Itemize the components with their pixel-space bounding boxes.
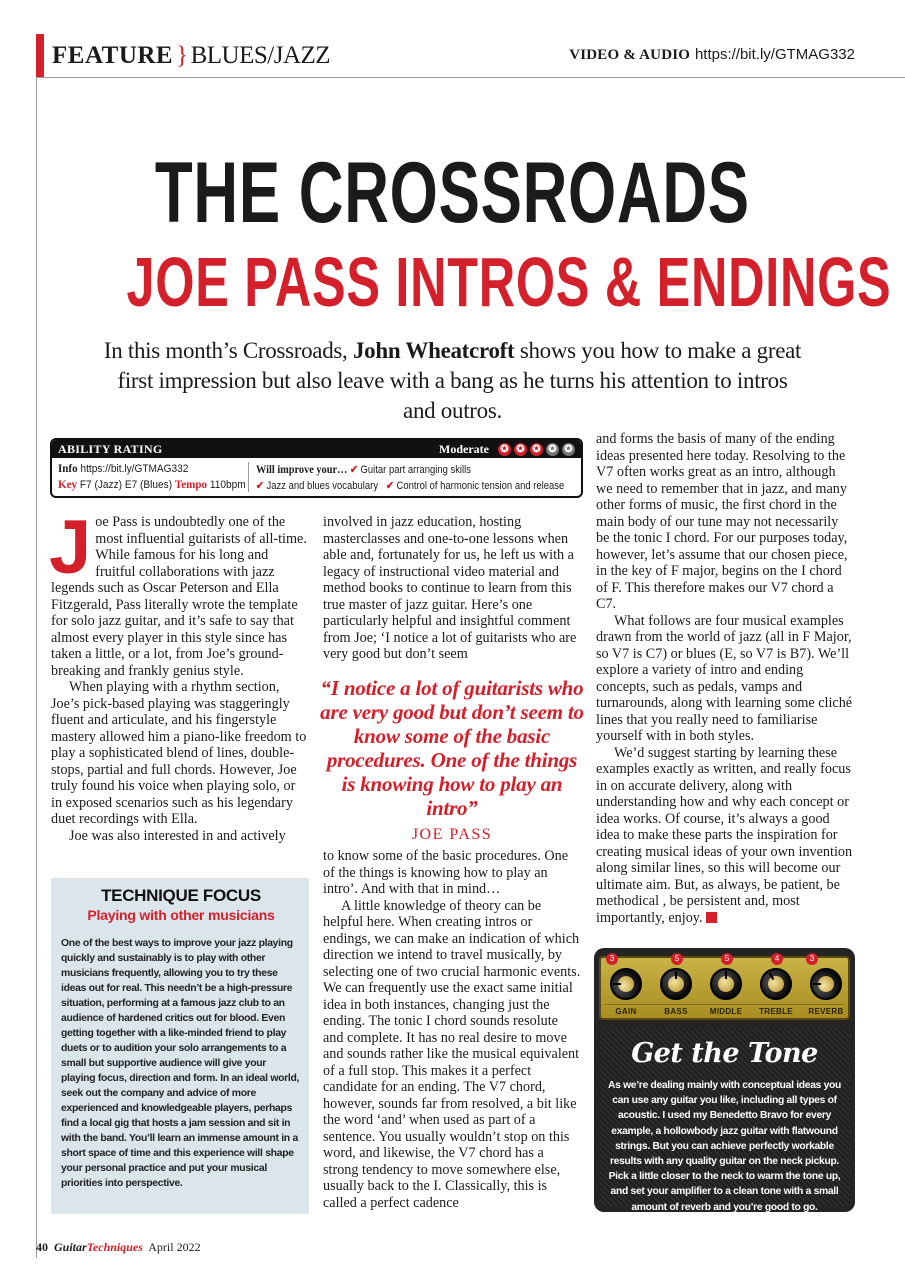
ability-level: Moderate	[439, 441, 489, 456]
video-audio-link[interactable]	[569, 45, 855, 64]
info-label: Info	[58, 461, 78, 475]
rating-stars	[498, 443, 575, 456]
check-icon: ✔	[385, 480, 394, 492]
knob-setting-badge: 5	[671, 953, 683, 965]
section-header	[52, 42, 330, 70]
amp-knob-middle[interactable]	[710, 968, 742, 1000]
info-key-tempo	[58, 461, 246, 493]
amp-knob-reverb[interactable]	[810, 968, 842, 1000]
amp-knob-gain[interactable]	[610, 968, 642, 1000]
knob-label: TREBLE	[759, 1007, 793, 1016]
technique-focus-body: One of the best ways to improve your jazz playing quickly and sustainably is to play with other musicians frequently, allowing you to try these ideas out for real. This needn’t be a high-pressure situation, performing at a famous jazz club to an audience of hardened critics out for blood. Even getting together with a like-minded friend to play duets or to audition your solo arrangements to a small but supportive audience will give your playing focus, direction and form. In an ideal world, seek out the company and advice of more experienced and knowledgeable players, perhaps find a local gig that hosts a jam session and sit in with the band. You’ll learn an immense amount in a short space of time and this experience will shape your personal practice and put your musical priorities into perspective.	[61, 938, 300, 1189]
knob-setting-badge: 3	[806, 953, 818, 965]
tempo-label: Tempo	[174, 477, 207, 491]
body-column-2	[323, 514, 581, 663]
knob-setting-badge: 3	[606, 953, 618, 965]
knob-label: BASS	[664, 1007, 688, 1016]
rating-star-empty-icon: ✪	[562, 443, 575, 456]
paragraph: When playing with a rhythm section, Joe’s pick-based playing was staggeringly fluent and articulate, and his fingerstyle mastery allowed him a piano-like freedom to play a sophisticated blend of lines, double-stops, partial and full chords. However, Joe truly found his voice when playing solo, or in exposed scenarios such as his legendary duet recordings with Ella.	[51, 679, 307, 827]
issue-date: April 2022	[148, 1240, 201, 1254]
magazine-name: GuitarTechniques	[54, 1240, 143, 1254]
technique-focus-subtitle: Playing with other musicians	[87, 907, 275, 923]
knob-label: REVERB	[808, 1007, 844, 1016]
paragraph: Joe Pass is undoubtedly one of the most influential guitarists of all-time. While famous for his long and fruitful collaborations with jazz legends such as Oscar Peterson and Ella Fitzgerald, Pass literally wrote the template for solo jazz guitar, and it’s safe to say that almost every player in this style since has taken a little, or a lot, from Joe’s ground-breaking and frankly genius style.	[49, 505, 307, 679]
get-the-tone-box	[594, 948, 855, 1212]
paragraph: We’d suggest starting by learning these examples exactly as written, and really focus in on accurate delivery, along with understanding how and why each concept or idea works. Of course, it’s always a good idea to make these parts the inspiration for creating musical ideas of your own invention along similar lines, so this will become our ultimate aim. But, as always, be patient, be methodical , be persistent and, most importantly, enjoy.	[596, 744, 853, 926]
will-improve-list	[256, 461, 565, 494]
paragraph: to know some of the basic procedures. One of the things is knowing how to play an intro’. And with that in mind…	[323, 848, 569, 897]
knob-setting-badge: 4	[771, 953, 783, 965]
paragraph: What follows are four musical examples drawn from the world of jazz (all in F Major, so V7 is C7) or blues (E, so V7 is B7). We’ll explore a variety of intro and ending concepts, such as pedals, vamps and turnarounds, along with learning some cliché lines that you really need to familiarise yourself with in both styles.	[596, 612, 853, 744]
pull-quote-attribution: JOE PASS	[411, 826, 493, 843]
drop-cap: J	[49, 505, 92, 590]
key-value: F7 (Jazz) E7 (Blues)	[79, 479, 173, 491]
info-url[interactable]: https://bit.ly/GTMAG332	[80, 463, 189, 475]
improve-item: Guitar part arranging skills	[360, 464, 471, 476]
knob-setting-badge: 5	[721, 953, 733, 965]
ability-rating-label: ABILITY RATING	[58, 441, 163, 456]
section-label: FEATURE	[52, 42, 174, 69]
paragraph: and forms the basis of many of the ending ideas presented here today. Resolving to the V7 often works great as an intro, although we need to remember that in jazz, and many other forms of music, the first chord in the main body of our tune may not necessarily be the tonic I chord. For our purposes today, however, let’s assume that our chosen piece, in the key of F major, begins on the I chord of F. This therefore makes our V7 chord a C7.	[596, 431, 848, 612]
check-icon: ✔	[349, 464, 358, 476]
category-label: BLUES/JAZZ	[190, 42, 331, 69]
section-separator: }	[176, 42, 188, 69]
body-column-1	[49, 505, 309, 844]
tempo-value: 110bpm	[209, 479, 246, 491]
get-the-tone-title: Get the Tone	[631, 1038, 818, 1069]
knob-label: GAIN	[615, 1007, 637, 1016]
amp-knob-treble[interactable]	[754, 962, 798, 1006]
page-number: 40	[36, 1240, 48, 1254]
check-icon: ✔	[256, 480, 264, 492]
page-footer	[36, 1240, 201, 1255]
video-audio-url[interactable]: https://bit.ly/GTMAG332	[694, 46, 855, 63]
amp-knob-bass[interactable]	[660, 968, 692, 1000]
paragraph: Joe was also interested in and actively	[69, 827, 286, 844]
ability-rating-bar	[52, 440, 581, 458]
rating-star-filled-icon: ✪	[498, 443, 511, 456]
paragraph: A little knowledge of theory can be helpful here. When creating intros or endings, we can make an indication of which direction we intend to travel musically, by selecting one of two crucial harmonic events. We can frequently use the exact same initial idea in both instances, changing just the ending. The tonic I chord sounds resolute and complete. It has no real desire to move and sounds rather like the musical equivalent of a full stop. This makes it a perfect candidate for an ending. The V7 chord, however, sounds far from resolved, a bit like the word ‘and’ when used as part of a sentence. You usually wouldn’t stop on this word, and likewise, the V7 chord has a strong tendency to move somewhere else, usually back to the I. Classically, this is called a perfect cadence	[323, 897, 581, 1211]
amp-control-panel	[599, 956, 850, 1020]
standfirst: In this month’s Crossroads, John Wheatcroft shows you how to make a great first impression but also leave with a bang as he turns his attention to intros and outros.	[103, 338, 802, 423]
header-rule	[36, 77, 905, 78]
rating-star-filled-icon: ✪	[530, 443, 543, 456]
technique-focus-title: TECHNIQUE FOCUS	[101, 886, 261, 905]
rating-star-empty-icon: ✪	[546, 443, 559, 456]
will-improve-label: Will improve your…	[256, 462, 348, 476]
knob-label: MIDDLE	[709, 1007, 743, 1016]
get-the-tone-text: As we’re dealing mainly with conceptual ideas you can use any guitar you like, including all types of acoustic. I used my Benedetto Bravo for every example, a hollowbody jazz guitar with flatwound strings. But you can achieve perfectly workable results with any quality guitar on the neck pickup. Pick a little closer to the neck to warm the tone up, and set your amplifier to a clean tone with a small amount of reverb and you’re good to go.	[607, 1080, 842, 1212]
page-border	[36, 78, 37, 1258]
author-name: John Wheatcroft	[352, 338, 515, 363]
body-column-2-continued	[323, 848, 581, 1211]
pull-quote: “I notice a lot of guitarists who are very good but don’t seem to know some of the basic procedures. One of the things is knowing how to play an intro”	[320, 676, 584, 820]
ability-rating-box	[50, 438, 583, 498]
video-audio-label: VIDEO & AUDIO	[569, 47, 691, 63]
improve-item: Jazz and blues vocabulary	[266, 480, 379, 492]
ability-divider	[248, 462, 249, 492]
page-subtitle: JOE PASS INTROS & ENDINGS	[126, 243, 892, 321]
header-accent-bar	[36, 34, 44, 78]
page-title: THE CROSSROADS	[154, 145, 750, 241]
end-mark-icon	[706, 912, 717, 923]
paragraph: involved in jazz education, hosting masterclasses and one-to-one lessons when able and, fortunately for us, he left us with a legacy of instructional video material and method books to continue to learn from this true master of jazz guitar. Here’s one particularly helpful and insightful comment from Joe; ‘I notice a lot of guitarists who are very good but don’t seem	[323, 514, 577, 662]
improve-item: Control of harmonic tension and release	[396, 480, 565, 492]
key-label: Key	[58, 477, 78, 491]
body-column-3	[596, 431, 854, 926]
technique-focus-box	[51, 878, 309, 1214]
rating-star-filled-icon: ✪	[514, 443, 527, 456]
